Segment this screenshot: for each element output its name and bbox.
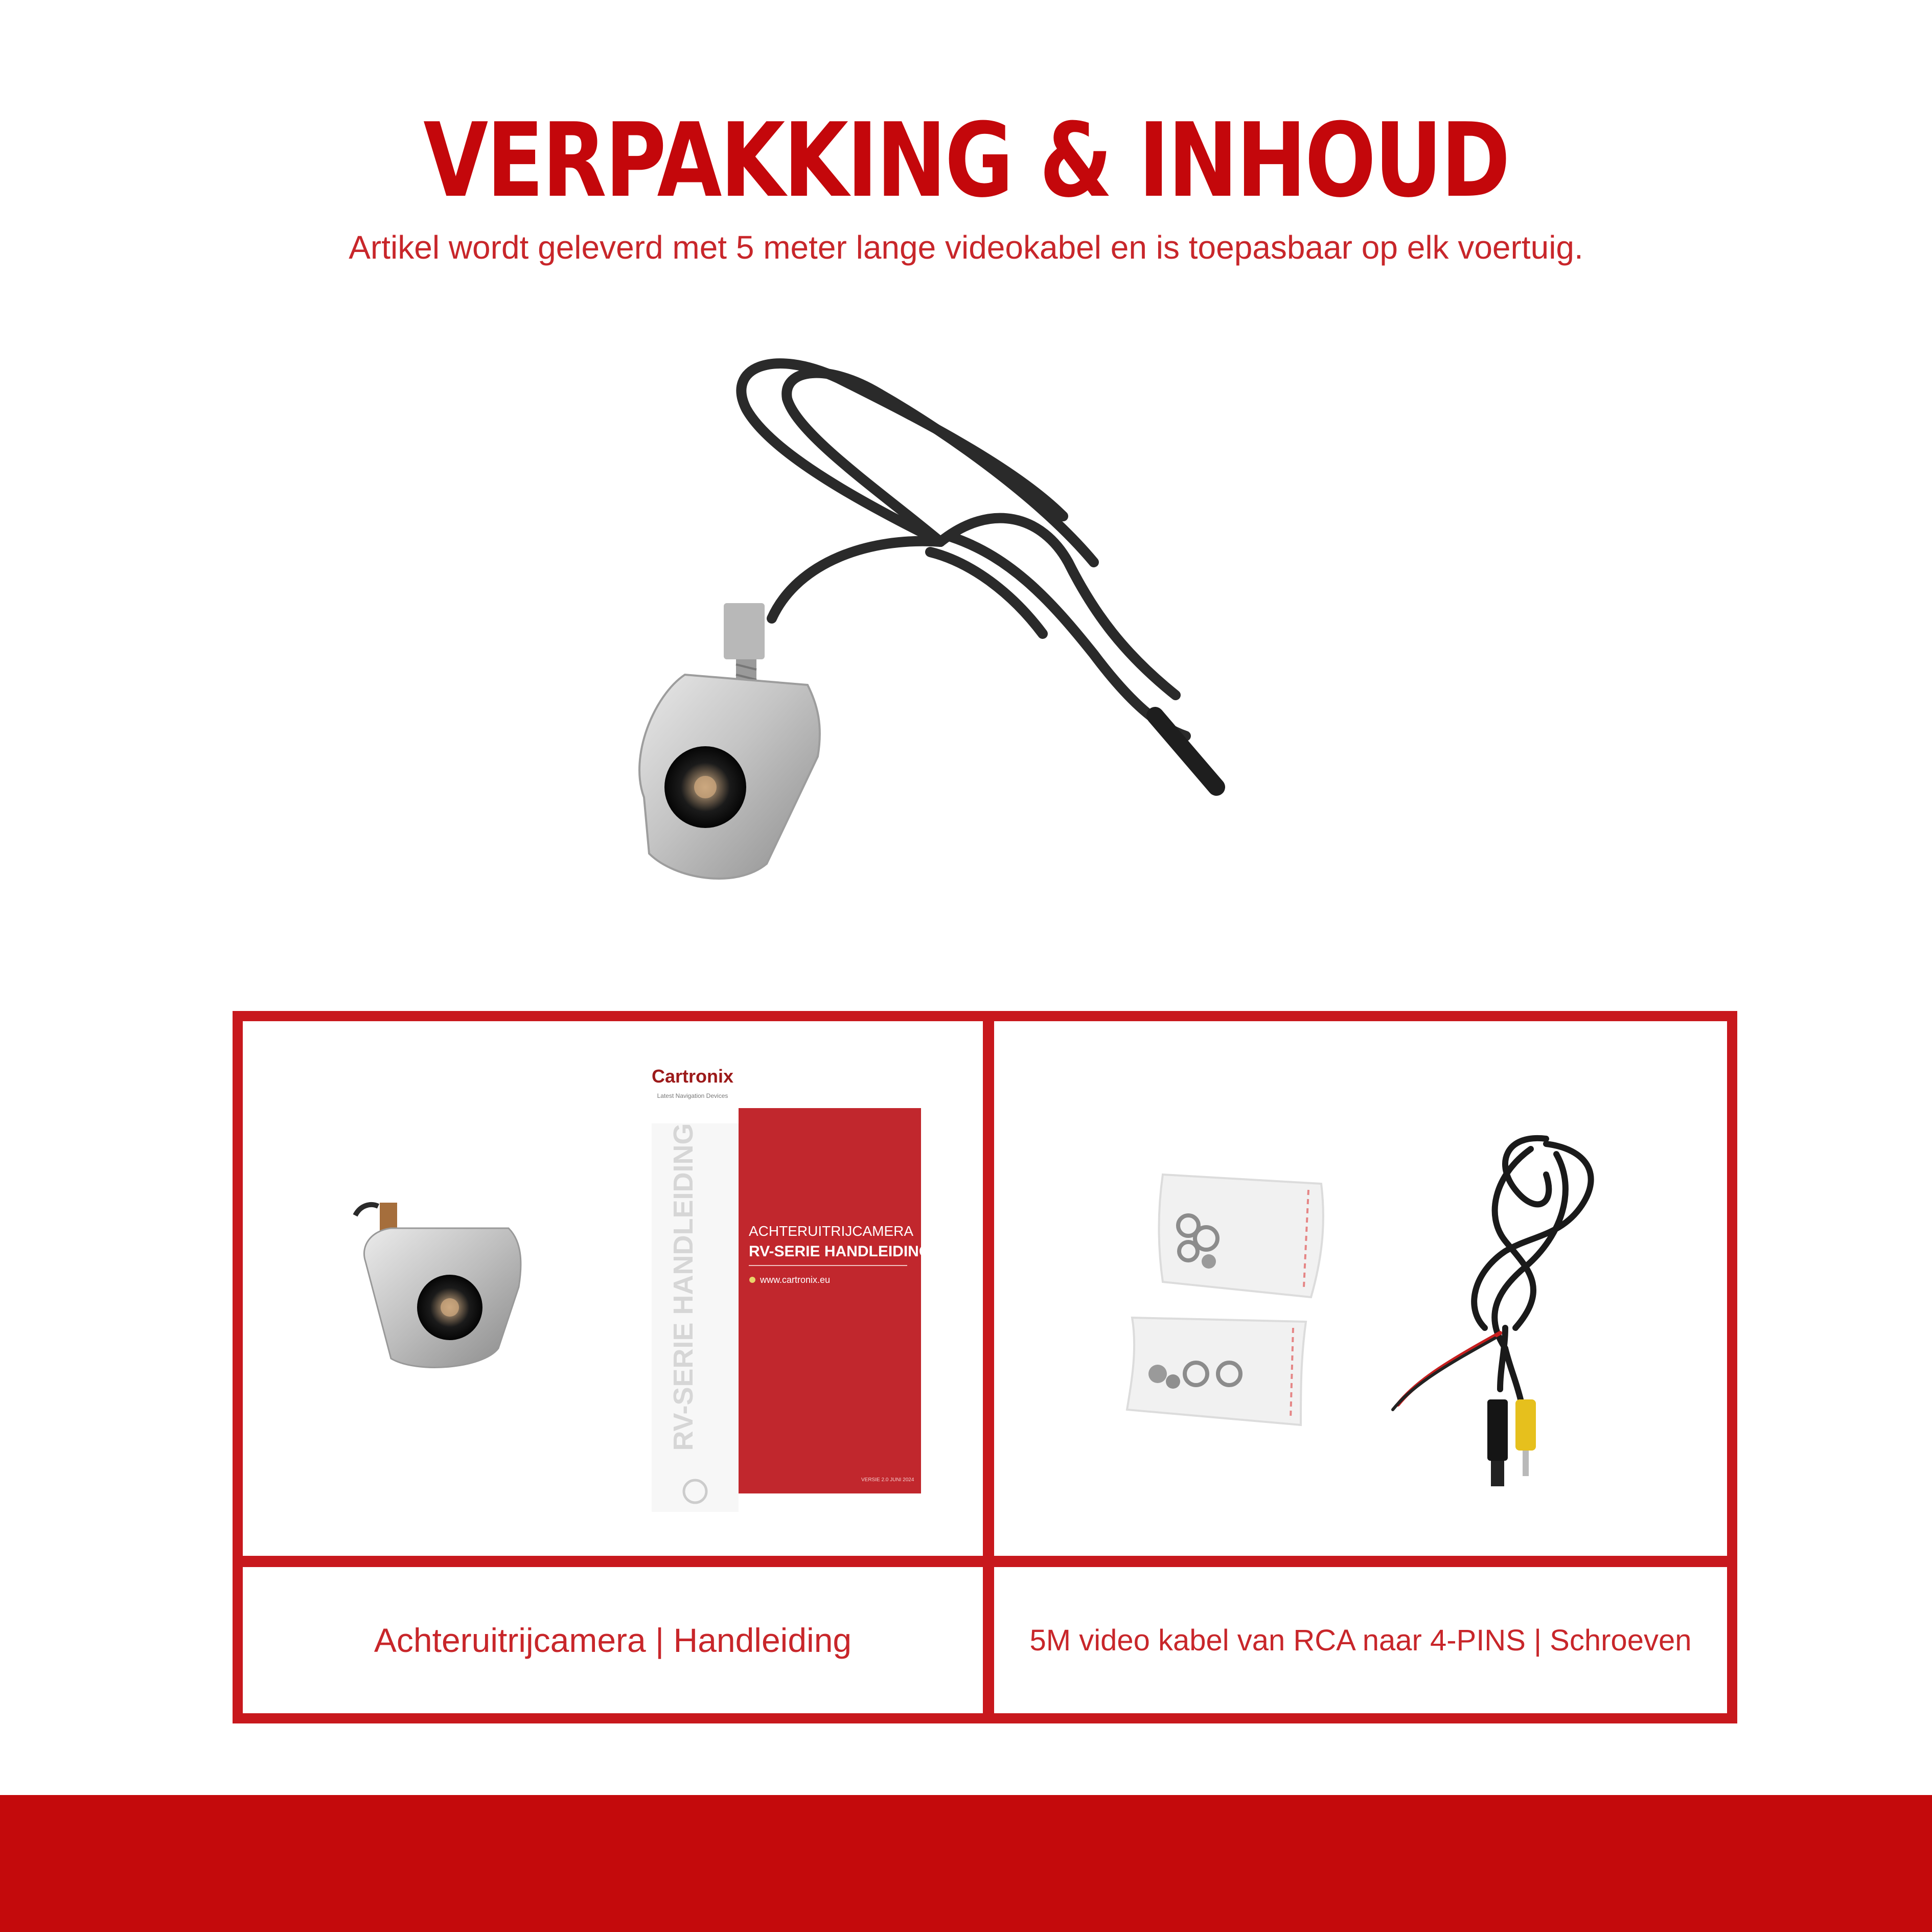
manual-brand-tagline: Latest Navigation Devices — [657, 1092, 728, 1099]
page-subtitle: Artikel wordt geleverd met 5 meter lange videokabel en is toepasbaar op elk voertuig. — [349, 229, 1583, 266]
globe-icon — [749, 1277, 755, 1283]
screw-bag-icon — [1127, 1318, 1306, 1425]
manual-brand: Cartronix — [651, 1066, 734, 1087]
camera-with-cable-image — [552, 348, 1380, 940]
footer-bar — [0, 1795, 1932, 1932]
manual-url: www.cartronix.eu — [760, 1275, 831, 1285]
camera-manual-caption: Achteruitrijcamera | Handleiding — [374, 1621, 852, 1659]
screw-bag-icon — [1159, 1175, 1323, 1297]
manual-title-line1: ACHTERUITRIJCAMERA — [749, 1223, 914, 1239]
manual-title-line2: RV-SERIE HANDLEIDING — [749, 1243, 931, 1260]
page-title: VERPAKKING & INHOUD — [423, 101, 1509, 220]
manual-booklet — [652, 1066, 931, 1512]
row-divider — [243, 1556, 1727, 1567]
cable-and-screws-cell — [994, 1021, 1727, 1556]
manual-version: VERSIE 2.0 JUNI 2024 — [861, 1477, 914, 1483]
camera-icon — [355, 1203, 521, 1367]
video-cable-icon — [1393, 1138, 1591, 1486]
camera-and-manual-cell — [243, 1021, 983, 1556]
manual-spine-text: RV-SERIE HANDLEIDING — [668, 1123, 699, 1451]
cable-screws-caption: 5M video kabel van RCA naar 4-PINS | Schroeven — [1029, 1623, 1692, 1657]
manual-cover — [739, 1108, 921, 1493]
package-contents-table — [233, 1011, 1737, 1723]
column-divider — [983, 1021, 994, 1713]
